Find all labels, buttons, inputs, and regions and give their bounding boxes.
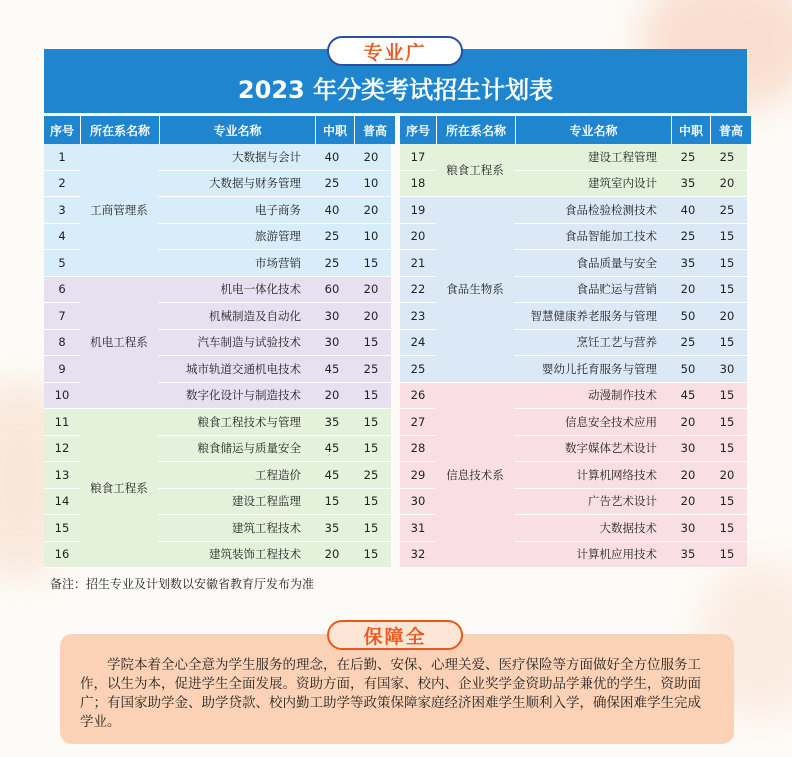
- cell-zhongzhi: 45: [313, 436, 351, 463]
- cell-putong: 25: [707, 197, 747, 224]
- cell-no: 17: [400, 144, 436, 171]
- cell-major: 大数据技术: [514, 515, 669, 542]
- cell-zhongzhi: 35: [313, 515, 351, 542]
- table-body: [400, 144, 752, 568]
- cell-major: 食品贮运与营销: [514, 277, 669, 304]
- table-right-half: [400, 116, 752, 568]
- column-zhongzhi: [313, 144, 351, 568]
- cell-no: 14: [44, 489, 80, 516]
- cell-zhongzhi: 20: [669, 277, 707, 304]
- cell-major: 建筑工程技术: [158, 515, 313, 542]
- cell-putong: 20: [707, 303, 747, 330]
- cell-no: 30: [400, 489, 436, 516]
- cell-zhongzhi: 20: [313, 542, 351, 569]
- cell-no: 12: [44, 436, 80, 463]
- header-putong: 普高: [711, 116, 752, 144]
- cell-major: 计算机应用技术: [514, 542, 669, 569]
- cell-putong: 15: [707, 277, 747, 304]
- cell-putong: 15: [707, 515, 747, 542]
- column-no: [400, 144, 436, 568]
- cell-putong: 15: [351, 542, 391, 569]
- cell-major: 婴幼儿托育服务与管理: [514, 356, 669, 383]
- cell-no: 1: [44, 144, 80, 171]
- cell-dept: 工商管理系: [80, 144, 158, 277]
- cell-putong: 15: [351, 515, 391, 542]
- header-dept: 所在系名称: [437, 116, 516, 144]
- column-zhongzhi: [669, 144, 707, 568]
- cell-dept: 机电工程系: [80, 277, 158, 410]
- cell-no: 16: [44, 542, 80, 569]
- cell-no: 10: [44, 383, 80, 410]
- cell-major: 市场营销: [158, 250, 313, 277]
- cell-no: 20: [400, 224, 436, 251]
- cell-zhongzhi: 25: [669, 144, 707, 171]
- cell-major: 计算机网络技术: [514, 462, 669, 489]
- table-title: 2023 年分类考试招生计划表: [44, 49, 747, 113]
- cell-major: 旅游管理: [158, 224, 313, 251]
- cell-no: 2: [44, 171, 80, 198]
- cell-dept: 食品生物系: [436, 197, 514, 383]
- cell-major: 粮食工程技术与管理: [158, 409, 313, 436]
- cell-major: 食品检验检测技术: [514, 197, 669, 224]
- cell-zhongzhi: 35: [313, 409, 351, 436]
- cell-no: 15: [44, 515, 80, 542]
- cell-putong: 15: [707, 224, 747, 251]
- cell-zhongzhi: 60: [313, 277, 351, 304]
- cell-no: 13: [44, 462, 80, 489]
- cell-major: 食品智能加工技术: [514, 224, 669, 251]
- cell-putong: 15: [707, 250, 747, 277]
- column-putong: [351, 144, 391, 568]
- cell-putong: 15: [351, 489, 391, 516]
- cell-putong: 15: [351, 383, 391, 410]
- support-section: [60, 634, 734, 744]
- cell-putong: 15: [707, 489, 747, 516]
- cell-zhongzhi: 45: [313, 462, 351, 489]
- header-major: 专业名称: [516, 116, 672, 144]
- cell-dept: 粮食工程系: [80, 409, 158, 568]
- cell-zhongzhi: 20: [313, 383, 351, 410]
- column-major: [158, 144, 313, 568]
- header-major: 专业名称: [160, 116, 316, 144]
- cell-zhongzhi: 40: [669, 197, 707, 224]
- cell-no: 24: [400, 330, 436, 357]
- cell-zhongzhi: 30: [313, 330, 351, 357]
- cell-putong: 20: [707, 171, 747, 198]
- column-major: [514, 144, 669, 568]
- cell-major: 电子商务: [158, 197, 313, 224]
- cell-major: 建设工程管理: [514, 144, 669, 171]
- cell-no: 28: [400, 436, 436, 463]
- cell-major: 广告艺术设计: [514, 489, 669, 516]
- cell-putong: 15: [351, 436, 391, 463]
- header-no: 序号: [44, 116, 81, 144]
- cell-major: 食品质量与安全: [514, 250, 669, 277]
- cell-zhongzhi: 15: [313, 489, 351, 516]
- cell-major: 建筑室内设计: [514, 171, 669, 198]
- column-putong: [707, 144, 747, 568]
- cell-major: 智慧健康养老服务与管理: [514, 303, 669, 330]
- cell-major: 大数据与财务管理: [158, 171, 313, 198]
- cell-major: 信息安全技术应用: [514, 409, 669, 436]
- column-dept: [80, 144, 158, 568]
- cell-putong: 20: [351, 277, 391, 304]
- cell-putong: 15: [351, 409, 391, 436]
- cell-major: 数字化设计与制造技术: [158, 383, 313, 410]
- cell-putong: 15: [351, 250, 391, 277]
- cell-putong: 15: [707, 409, 747, 436]
- table-header-row: [400, 116, 752, 144]
- cell-dept: 粮食工程系: [436, 144, 514, 197]
- cell-no: 25: [400, 356, 436, 383]
- cell-zhongzhi: 25: [313, 224, 351, 251]
- header-putong: 普高: [355, 116, 396, 144]
- table-left-half: [44, 116, 396, 568]
- cell-major: 建筑装饰工程技术: [158, 542, 313, 569]
- cell-major: 建设工程监理: [158, 489, 313, 516]
- column-dept: [436, 144, 514, 568]
- cell-no: 26: [400, 383, 436, 410]
- cell-dept: 信息技术系: [436, 383, 514, 569]
- cell-no: 31: [400, 515, 436, 542]
- cell-zhongzhi: 25: [313, 171, 351, 198]
- cell-zhongzhi: 25: [669, 224, 707, 251]
- cell-no: 8: [44, 330, 80, 357]
- cell-zhongzhi: 35: [669, 171, 707, 198]
- cell-putong: 10: [351, 224, 391, 251]
- cell-major: 大数据与会计: [158, 144, 313, 171]
- cell-zhongzhi: 50: [669, 356, 707, 383]
- cell-putong: 25: [707, 144, 747, 171]
- cell-major: 粮食储运与质量安全: [158, 436, 313, 463]
- cell-zhongzhi: 25: [669, 330, 707, 357]
- cell-no: 18: [400, 171, 436, 198]
- table-body: [44, 144, 396, 568]
- cell-zhongzhi: 45: [669, 383, 707, 410]
- cell-putong: 30: [707, 356, 747, 383]
- header-dept: 所在系名称: [81, 116, 160, 144]
- cell-zhongzhi: 35: [669, 542, 707, 569]
- cell-no: 32: [400, 542, 436, 569]
- cell-zhongzhi: 40: [313, 197, 351, 224]
- cell-major: 汽车制造与试验技术: [158, 330, 313, 357]
- support-paragraph: 学院本着全心全意为学生服务的理念，在后勤、安保、心理关爱、医疗保险等方面做好全方位服务工作，以生为本，促进学生全面发展。资助方面，有国家、校内、企业奖学金资助品学兼优的学生，资助面广；有国家助学金、助学贷款、校内勤工助学等政策保障家庭经济困难学生顺利入学，确保困难学生完成学业。: [80, 657, 701, 730]
- cell-zhongzhi: 25: [313, 250, 351, 277]
- cell-zhongzhi: 30: [669, 436, 707, 463]
- section-title-badge-2: 保障全: [327, 620, 463, 650]
- cell-zhongzhi: 45: [313, 356, 351, 383]
- section-title-badge: 专业广: [327, 36, 463, 66]
- cell-zhongzhi: 30: [313, 303, 351, 330]
- cell-putong: 20: [351, 303, 391, 330]
- cell-putong: 15: [707, 542, 747, 569]
- column-no: [44, 144, 80, 568]
- cell-putong: 15: [707, 436, 747, 463]
- cell-major: 机械制造及自动化: [158, 303, 313, 330]
- cell-putong: 15: [707, 383, 747, 410]
- enrollment-table: [44, 116, 747, 568]
- cell-zhongzhi: 20: [669, 409, 707, 436]
- cell-no: 3: [44, 197, 80, 224]
- cell-putong: 15: [351, 330, 391, 357]
- cell-putong: 15: [707, 330, 747, 357]
- cell-no: 6: [44, 277, 80, 304]
- cell-major: 烹饪工艺与营养: [514, 330, 669, 357]
- cell-major: 工程造价: [158, 462, 313, 489]
- cell-major: 机电一体化技术: [158, 277, 313, 304]
- cell-no: 4: [44, 224, 80, 251]
- cell-zhongzhi: 30: [669, 515, 707, 542]
- table-header-row: [44, 116, 396, 144]
- cell-major: 动漫制作技术: [514, 383, 669, 410]
- cell-putong: 25: [351, 356, 391, 383]
- cell-no: 21: [400, 250, 436, 277]
- cell-no: 23: [400, 303, 436, 330]
- cell-zhongzhi: 50: [669, 303, 707, 330]
- cell-no: 11: [44, 409, 80, 436]
- cell-no: 19: [400, 197, 436, 224]
- cell-putong: 20: [351, 197, 391, 224]
- cell-no: 29: [400, 462, 436, 489]
- cell-zhongzhi: 20: [669, 462, 707, 489]
- header-zhongzhi: 中职: [672, 116, 711, 144]
- cell-no: 27: [400, 409, 436, 436]
- cell-zhongzhi: 40: [313, 144, 351, 171]
- cell-major: 数字媒体艺术设计: [514, 436, 669, 463]
- cell-no: 7: [44, 303, 80, 330]
- cell-putong: 10: [351, 171, 391, 198]
- table-footnote: 备注：招生专业及计划数以安徽省教育厅发布为准: [50, 577, 315, 591]
- cell-putong: 20: [707, 462, 747, 489]
- cell-putong: 20: [351, 144, 391, 171]
- cell-no: 22: [400, 277, 436, 304]
- cell-zhongzhi: 20: [669, 489, 707, 516]
- cell-no: 9: [44, 356, 80, 383]
- cell-zhongzhi: 35: [669, 250, 707, 277]
- cell-putong: 25: [351, 462, 391, 489]
- header-zhongzhi: 中职: [316, 116, 355, 144]
- cell-no: 5: [44, 250, 80, 277]
- cell-major: 城市轨道交通机电技术: [158, 356, 313, 383]
- header-no: 序号: [400, 116, 437, 144]
